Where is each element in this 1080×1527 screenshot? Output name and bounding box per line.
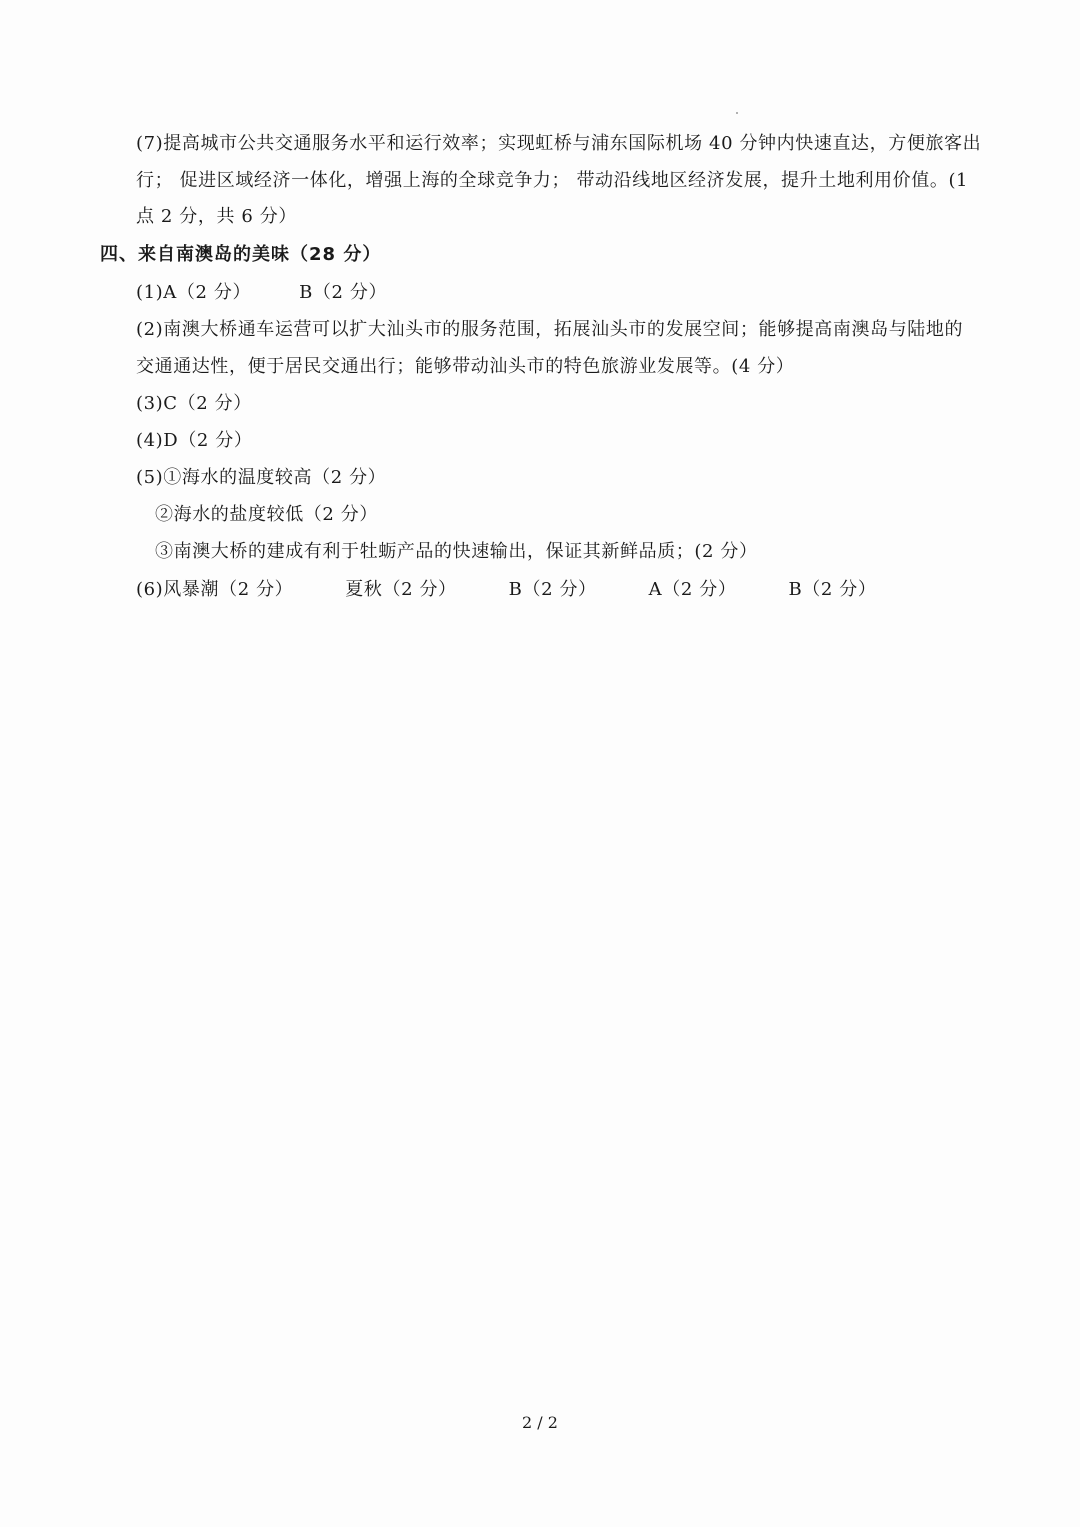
q5-answer-1: (5)①海水的温度较高（2 分） [136,467,387,488]
q6-answer-a: (6)风暴潮（2 分） [136,579,294,600]
page-number: 2 / 2 [522,1413,558,1432]
q6-answer-c: B（2 分） [508,579,597,600]
q1-answer-a: (1)A（2 分） [136,282,252,303]
q2-line-1: (2)南澳大桥通车运营可以扩大汕头市的服务范围，拓展汕头市的发展空间；能够提高南澳岛与陆地的 [136,319,964,340]
q3-answer: (3)C（2 分） [136,393,252,414]
q6-answer-d: A（2 分） [648,579,737,600]
q7-line-1: (7)提高城市公共交通服务水平和运行效率；实现虹桥与浦东国际机场 40 分钟内快速直达，方便旅客出 [136,133,982,154]
q6-answer-b: 夏秋（2 分） [345,579,457,600]
q1-row [136,281,387,305]
q5-answer-3: ③南澳大桥的建成有利于牡蛎产品的快速输出，保证其新鲜品质；(2 分） [155,541,758,562]
scan-speck [736,112,738,114]
q4-answer: (4)D（2 分） [136,430,253,451]
q2-line-2: 交通通达性，便于居民交通出行；能够带动汕头市的特色旅游业发展等。(4 分） [136,356,795,377]
q7-line-3: 点 2 分，共 6 分） [136,206,297,227]
section-4-heading: 四、来自南澳岛的美味（28 分） [100,244,382,265]
q6-row [136,578,876,602]
q7-line-2: 行； 促进区域经济一体化，增强上海的全球竞争力； 带动沿线地区经济发展，提升土地利用价值。(1 [136,170,969,191]
q6-answer-e: B（2 分） [788,579,877,600]
q1-answer-b: B（2 分） [299,282,388,303]
q5-answer-2: ②海水的盐度较低（2 分） [155,504,378,525]
